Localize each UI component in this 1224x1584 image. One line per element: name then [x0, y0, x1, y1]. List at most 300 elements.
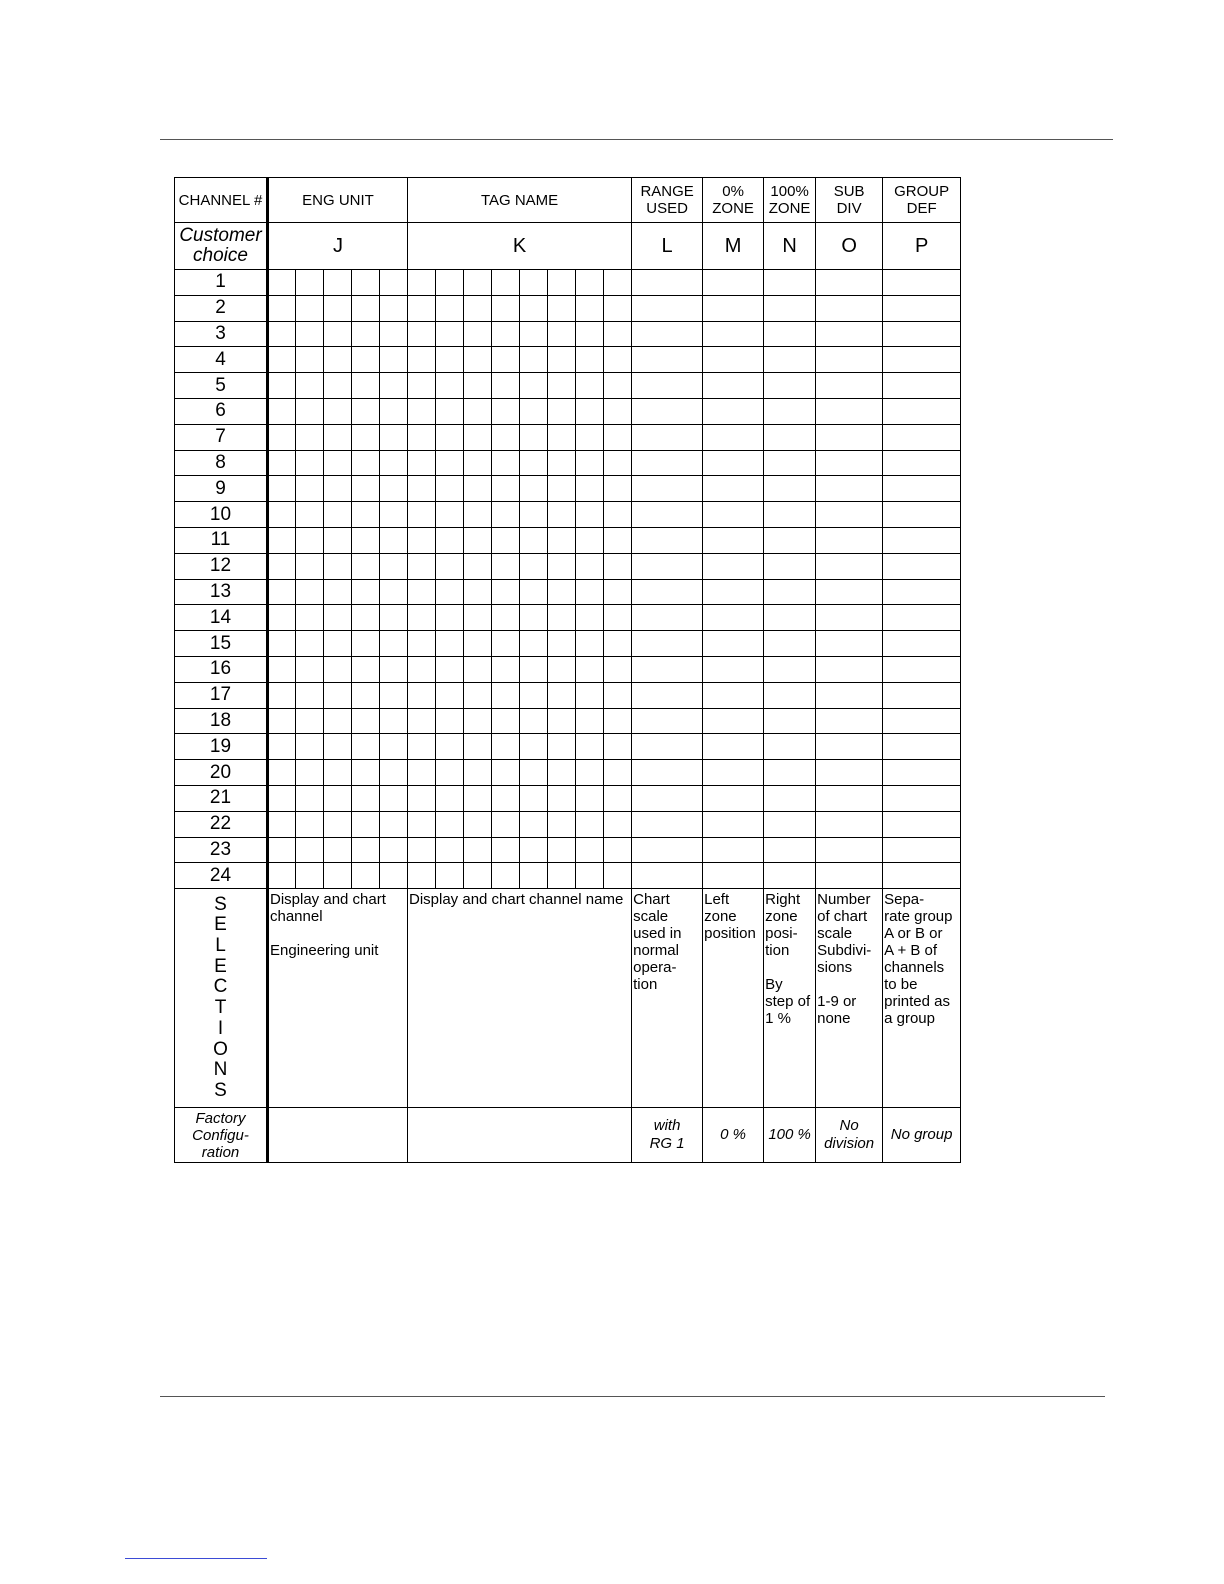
tag-name-char-cell[interactable] [548, 656, 576, 682]
eng-unit-char-cell[interactable] [352, 734, 380, 760]
zone-0-cell[interactable] [703, 682, 764, 708]
eng-unit-char-cell[interactable] [380, 398, 408, 424]
tag-name-char-cell[interactable] [492, 708, 520, 734]
range-used-cell[interactable] [632, 347, 703, 373]
zone-100-cell[interactable] [764, 502, 816, 528]
tag-name-char-cell[interactable] [576, 527, 604, 553]
tag-name-char-cell[interactable] [408, 631, 436, 657]
eng-unit-char-cell[interactable] [352, 347, 380, 373]
zone-0-cell[interactable] [703, 837, 764, 863]
tag-name-char-cell[interactable] [548, 476, 576, 502]
tag-name-char-cell[interactable] [520, 837, 548, 863]
tag-name-char-cell[interactable] [464, 270, 492, 296]
eng-unit-char-cell[interactable] [268, 373, 296, 399]
range-used-cell[interactable] [632, 476, 703, 502]
eng-unit-char-cell[interactable] [296, 295, 324, 321]
range-used-cell[interactable] [632, 321, 703, 347]
eng-unit-char-cell[interactable] [380, 476, 408, 502]
tag-name-char-cell[interactable] [492, 424, 520, 450]
tag-name-char-cell[interactable] [604, 708, 632, 734]
range-used-cell[interactable] [632, 837, 703, 863]
eng-unit-char-cell[interactable] [324, 785, 352, 811]
tag-name-char-cell[interactable] [408, 656, 436, 682]
sub-div-cell[interactable] [816, 605, 883, 631]
tag-name-char-cell[interactable] [492, 450, 520, 476]
tag-name-char-cell[interactable] [436, 811, 464, 837]
tag-name-char-cell[interactable] [604, 579, 632, 605]
eng-unit-char-cell[interactable] [352, 863, 380, 889]
tag-name-char-cell[interactable] [548, 760, 576, 786]
tag-name-char-cell[interactable] [604, 811, 632, 837]
eng-unit-char-cell[interactable] [296, 605, 324, 631]
eng-unit-char-cell[interactable] [268, 785, 296, 811]
eng-unit-char-cell[interactable] [296, 424, 324, 450]
tag-name-char-cell[interactable] [548, 837, 576, 863]
group-def-cell[interactable] [883, 450, 961, 476]
zone-0-cell[interactable] [703, 398, 764, 424]
tag-name-char-cell[interactable] [548, 708, 576, 734]
eng-unit-char-cell[interactable] [324, 579, 352, 605]
eng-unit-char-cell[interactable] [380, 837, 408, 863]
eng-unit-char-cell[interactable] [380, 424, 408, 450]
eng-unit-char-cell[interactable] [352, 270, 380, 296]
zone-0-cell[interactable] [703, 373, 764, 399]
eng-unit-char-cell[interactable] [296, 863, 324, 889]
sub-div-cell[interactable] [816, 708, 883, 734]
eng-unit-char-cell[interactable] [296, 347, 324, 373]
tag-name-char-cell[interactable] [520, 605, 548, 631]
group-def-cell[interactable] [883, 760, 961, 786]
group-def-cell[interactable] [883, 476, 961, 502]
tag-name-char-cell[interactable] [408, 424, 436, 450]
zone-100-cell[interactable] [764, 579, 816, 605]
eng-unit-char-cell[interactable] [352, 708, 380, 734]
sub-div-cell[interactable] [816, 811, 883, 837]
eng-unit-char-cell[interactable] [324, 295, 352, 321]
tag-name-char-cell[interactable] [604, 347, 632, 373]
tag-name-char-cell[interactable] [408, 579, 436, 605]
tag-name-char-cell[interactable] [436, 373, 464, 399]
tag-name-char-cell[interactable] [604, 785, 632, 811]
range-used-cell[interactable] [632, 527, 703, 553]
eng-unit-char-cell[interactable] [352, 605, 380, 631]
tag-name-char-cell[interactable] [576, 476, 604, 502]
sub-div-cell[interactable] [816, 373, 883, 399]
group-def-cell[interactable] [883, 373, 961, 399]
sub-div-cell[interactable] [816, 424, 883, 450]
eng-unit-char-cell[interactable] [380, 347, 408, 373]
tag-name-char-cell[interactable] [436, 553, 464, 579]
zone-0-cell[interactable] [703, 321, 764, 347]
eng-unit-char-cell[interactable] [352, 682, 380, 708]
zone-100-cell[interactable] [764, 398, 816, 424]
eng-unit-char-cell[interactable] [324, 863, 352, 889]
eng-unit-char-cell[interactable] [268, 321, 296, 347]
tag-name-char-cell[interactable] [576, 811, 604, 837]
zone-100-cell[interactable] [764, 527, 816, 553]
eng-unit-char-cell[interactable] [352, 424, 380, 450]
tag-name-char-cell[interactable] [520, 476, 548, 502]
eng-unit-char-cell[interactable] [380, 708, 408, 734]
sub-div-cell[interactable] [816, 347, 883, 373]
eng-unit-char-cell[interactable] [268, 656, 296, 682]
tag-name-char-cell[interactable] [604, 295, 632, 321]
sub-div-cell[interactable] [816, 553, 883, 579]
eng-unit-char-cell[interactable] [296, 579, 324, 605]
eng-unit-char-cell[interactable] [324, 424, 352, 450]
zone-100-cell[interactable] [764, 347, 816, 373]
zone-0-cell[interactable] [703, 811, 764, 837]
tag-name-char-cell[interactable] [492, 347, 520, 373]
tag-name-char-cell[interactable] [576, 656, 604, 682]
eng-unit-char-cell[interactable] [352, 785, 380, 811]
eng-unit-char-cell[interactable] [268, 579, 296, 605]
tag-name-char-cell[interactable] [408, 450, 436, 476]
tag-name-char-cell[interactable] [464, 708, 492, 734]
tag-name-char-cell[interactable] [492, 579, 520, 605]
eng-unit-char-cell[interactable] [268, 270, 296, 296]
eng-unit-char-cell[interactable] [352, 476, 380, 502]
tag-name-char-cell[interactable] [408, 321, 436, 347]
tag-name-char-cell[interactable] [576, 553, 604, 579]
eng-unit-char-cell[interactable] [268, 347, 296, 373]
group-def-cell[interactable] [883, 527, 961, 553]
tag-name-char-cell[interactable] [548, 734, 576, 760]
tag-name-char-cell[interactable] [464, 476, 492, 502]
tag-name-char-cell[interactable] [576, 631, 604, 657]
tag-name-char-cell[interactable] [436, 708, 464, 734]
eng-unit-char-cell[interactable] [352, 398, 380, 424]
range-used-cell[interactable] [632, 553, 703, 579]
sub-div-cell[interactable] [816, 734, 883, 760]
tag-name-char-cell[interactable] [408, 295, 436, 321]
tag-name-char-cell[interactable] [576, 398, 604, 424]
tag-name-char-cell[interactable] [604, 837, 632, 863]
tag-name-char-cell[interactable] [520, 785, 548, 811]
sub-div-cell[interactable] [816, 656, 883, 682]
range-used-cell[interactable] [632, 734, 703, 760]
eng-unit-char-cell[interactable] [324, 553, 352, 579]
sub-div-cell[interactable] [816, 760, 883, 786]
range-used-cell[interactable] [632, 785, 703, 811]
tag-name-char-cell[interactable] [604, 476, 632, 502]
tag-name-char-cell[interactable] [548, 295, 576, 321]
eng-unit-char-cell[interactable] [268, 734, 296, 760]
eng-unit-char-cell[interactable] [268, 424, 296, 450]
range-used-cell[interactable] [632, 656, 703, 682]
range-used-cell[interactable] [632, 811, 703, 837]
zone-100-cell[interactable] [764, 708, 816, 734]
tag-name-char-cell[interactable] [464, 837, 492, 863]
tag-name-char-cell[interactable] [464, 631, 492, 657]
tag-name-char-cell[interactable] [436, 502, 464, 528]
tag-name-char-cell[interactable] [464, 553, 492, 579]
tag-name-char-cell[interactable] [464, 734, 492, 760]
tag-name-char-cell[interactable] [576, 295, 604, 321]
tag-name-char-cell[interactable] [492, 734, 520, 760]
eng-unit-char-cell[interactable] [296, 708, 324, 734]
sub-div-cell[interactable] [816, 270, 883, 296]
tag-name-char-cell[interactable] [520, 734, 548, 760]
zone-100-cell[interactable] [764, 760, 816, 786]
zone-100-cell[interactable] [764, 424, 816, 450]
eng-unit-char-cell[interactable] [380, 270, 408, 296]
tag-name-char-cell[interactable] [520, 579, 548, 605]
tag-name-char-cell[interactable] [520, 295, 548, 321]
tag-name-char-cell[interactable] [492, 527, 520, 553]
eng-unit-char-cell[interactable] [296, 450, 324, 476]
eng-unit-char-cell[interactable] [352, 631, 380, 657]
tag-name-char-cell[interactable] [548, 811, 576, 837]
tag-name-char-cell[interactable] [492, 295, 520, 321]
tag-name-char-cell[interactable] [436, 270, 464, 296]
eng-unit-char-cell[interactable] [324, 760, 352, 786]
tag-name-char-cell[interactable] [604, 398, 632, 424]
eng-unit-char-cell[interactable] [324, 398, 352, 424]
tag-name-char-cell[interactable] [464, 424, 492, 450]
eng-unit-char-cell[interactable] [324, 708, 352, 734]
tag-name-char-cell[interactable] [408, 811, 436, 837]
tag-name-char-cell[interactable] [408, 527, 436, 553]
tag-name-char-cell[interactable] [436, 682, 464, 708]
range-used-cell[interactable] [632, 605, 703, 631]
tag-name-char-cell[interactable] [520, 631, 548, 657]
eng-unit-char-cell[interactable] [352, 811, 380, 837]
eng-unit-char-cell[interactable] [324, 502, 352, 528]
eng-unit-char-cell[interactable] [324, 373, 352, 399]
tag-name-char-cell[interactable] [436, 398, 464, 424]
eng-unit-char-cell[interactable] [296, 373, 324, 399]
eng-unit-char-cell[interactable] [380, 527, 408, 553]
sub-div-cell[interactable] [816, 295, 883, 321]
tag-name-char-cell[interactable] [520, 347, 548, 373]
tag-name-char-cell[interactable] [408, 270, 436, 296]
eng-unit-char-cell[interactable] [380, 295, 408, 321]
zone-100-cell[interactable] [764, 863, 816, 889]
tag-name-char-cell[interactable] [464, 656, 492, 682]
zone-0-cell[interactable] [703, 424, 764, 450]
tag-name-char-cell[interactable] [576, 450, 604, 476]
tag-name-char-cell[interactable] [576, 863, 604, 889]
tag-name-char-cell[interactable] [436, 424, 464, 450]
zone-100-cell[interactable] [764, 631, 816, 657]
tag-name-char-cell[interactable] [408, 605, 436, 631]
zone-100-cell[interactable] [764, 450, 816, 476]
tag-name-char-cell[interactable] [492, 373, 520, 399]
group-def-cell[interactable] [883, 347, 961, 373]
tag-name-char-cell[interactable] [576, 270, 604, 296]
eng-unit-char-cell[interactable] [380, 682, 408, 708]
eng-unit-char-cell[interactable] [268, 863, 296, 889]
eng-unit-char-cell[interactable] [268, 708, 296, 734]
tag-name-char-cell[interactable] [604, 527, 632, 553]
tag-name-char-cell[interactable] [604, 450, 632, 476]
eng-unit-char-cell[interactable] [380, 811, 408, 837]
range-used-cell[interactable] [632, 295, 703, 321]
tag-name-char-cell[interactable] [520, 811, 548, 837]
sub-div-cell[interactable] [816, 398, 883, 424]
group-def-cell[interactable] [883, 270, 961, 296]
tag-name-char-cell[interactable] [492, 656, 520, 682]
eng-unit-char-cell[interactable] [324, 656, 352, 682]
tag-name-char-cell[interactable] [408, 347, 436, 373]
zone-100-cell[interactable] [764, 837, 816, 863]
tag-name-char-cell[interactable] [492, 476, 520, 502]
eng-unit-char-cell[interactable] [380, 321, 408, 347]
tag-name-char-cell[interactable] [604, 631, 632, 657]
zone-0-cell[interactable] [703, 527, 764, 553]
tag-name-char-cell[interactable] [408, 837, 436, 863]
tag-name-char-cell[interactable] [436, 760, 464, 786]
eng-unit-char-cell[interactable] [324, 734, 352, 760]
eng-unit-char-cell[interactable] [324, 476, 352, 502]
group-def-cell[interactable] [883, 785, 961, 811]
tag-name-char-cell[interactable] [576, 347, 604, 373]
tag-name-char-cell[interactable] [464, 527, 492, 553]
eng-unit-char-cell[interactable] [380, 553, 408, 579]
group-def-cell[interactable] [883, 321, 961, 347]
zone-0-cell[interactable] [703, 450, 764, 476]
eng-unit-char-cell[interactable] [268, 811, 296, 837]
tag-name-char-cell[interactable] [548, 373, 576, 399]
tag-name-char-cell[interactable] [492, 785, 520, 811]
eng-unit-char-cell[interactable] [380, 450, 408, 476]
tag-name-char-cell[interactable] [576, 605, 604, 631]
eng-unit-char-cell[interactable] [352, 502, 380, 528]
group-def-cell[interactable] [883, 656, 961, 682]
tag-name-char-cell[interactable] [464, 605, 492, 631]
eng-unit-char-cell[interactable] [352, 760, 380, 786]
eng-unit-char-cell[interactable] [268, 837, 296, 863]
range-used-cell[interactable] [632, 424, 703, 450]
eng-unit-char-cell[interactable] [268, 631, 296, 657]
group-def-cell[interactable] [883, 502, 961, 528]
eng-unit-char-cell[interactable] [268, 476, 296, 502]
zone-100-cell[interactable] [764, 605, 816, 631]
range-used-cell[interactable] [632, 579, 703, 605]
tag-name-char-cell[interactable] [604, 321, 632, 347]
range-used-cell[interactable] [632, 398, 703, 424]
eng-unit-char-cell[interactable] [324, 270, 352, 296]
zone-100-cell[interactable] [764, 270, 816, 296]
tag-name-char-cell[interactable] [436, 631, 464, 657]
tag-name-char-cell[interactable] [464, 760, 492, 786]
tag-name-char-cell[interactable] [576, 682, 604, 708]
group-def-cell[interactable] [883, 579, 961, 605]
tag-name-char-cell[interactable] [576, 708, 604, 734]
eng-unit-char-cell[interactable] [324, 631, 352, 657]
tag-name-char-cell[interactable] [548, 270, 576, 296]
group-def-cell[interactable] [883, 734, 961, 760]
eng-unit-char-cell[interactable] [324, 347, 352, 373]
tag-name-char-cell[interactable] [548, 682, 576, 708]
tag-name-char-cell[interactable] [604, 863, 632, 889]
tag-name-char-cell[interactable] [436, 321, 464, 347]
eng-unit-char-cell[interactable] [268, 398, 296, 424]
eng-unit-char-cell[interactable] [268, 295, 296, 321]
group-def-cell[interactable] [883, 682, 961, 708]
zone-0-cell[interactable] [703, 502, 764, 528]
tag-name-char-cell[interactable] [520, 553, 548, 579]
sub-div-cell[interactable] [816, 863, 883, 889]
tag-name-char-cell[interactable] [520, 863, 548, 889]
tag-name-char-cell[interactable] [464, 682, 492, 708]
tag-name-char-cell[interactable] [576, 424, 604, 450]
zone-0-cell[interactable] [703, 295, 764, 321]
tag-name-char-cell[interactable] [464, 347, 492, 373]
tag-name-char-cell[interactable] [576, 785, 604, 811]
tag-name-char-cell[interactable] [604, 270, 632, 296]
sub-div-cell[interactable] [816, 527, 883, 553]
tag-name-char-cell[interactable] [548, 579, 576, 605]
tag-name-char-cell[interactable] [520, 270, 548, 296]
tag-name-char-cell[interactable] [548, 424, 576, 450]
tag-name-char-cell[interactable] [604, 734, 632, 760]
range-used-cell[interactable] [632, 708, 703, 734]
tag-name-char-cell[interactable] [576, 502, 604, 528]
eng-unit-char-cell[interactable] [380, 656, 408, 682]
tag-name-char-cell[interactable] [408, 682, 436, 708]
tag-name-char-cell[interactable] [548, 785, 576, 811]
tag-name-char-cell[interactable] [436, 734, 464, 760]
tag-name-char-cell[interactable] [408, 734, 436, 760]
tag-name-char-cell[interactable] [548, 450, 576, 476]
tag-name-char-cell[interactable] [464, 863, 492, 889]
tag-name-char-cell[interactable] [520, 424, 548, 450]
tag-name-char-cell[interactable] [604, 605, 632, 631]
tag-name-char-cell[interactable] [492, 502, 520, 528]
sub-div-cell[interactable] [816, 476, 883, 502]
tag-name-char-cell[interactable] [520, 656, 548, 682]
eng-unit-char-cell[interactable] [296, 837, 324, 863]
eng-unit-char-cell[interactable] [296, 321, 324, 347]
eng-unit-char-cell[interactable] [296, 760, 324, 786]
tag-name-char-cell[interactable] [548, 347, 576, 373]
eng-unit-char-cell[interactable] [324, 321, 352, 347]
eng-unit-char-cell[interactable] [352, 450, 380, 476]
sub-div-cell[interactable] [816, 450, 883, 476]
tag-name-char-cell[interactable] [548, 502, 576, 528]
tag-name-char-cell[interactable] [576, 579, 604, 605]
group-def-cell[interactable] [883, 811, 961, 837]
tag-name-char-cell[interactable] [520, 373, 548, 399]
tag-name-char-cell[interactable] [408, 863, 436, 889]
group-def-cell[interactable] [883, 398, 961, 424]
group-def-cell[interactable] [883, 553, 961, 579]
eng-unit-char-cell[interactable] [296, 553, 324, 579]
tag-name-char-cell[interactable] [604, 502, 632, 528]
zone-100-cell[interactable] [764, 553, 816, 579]
zone-0-cell[interactable] [703, 656, 764, 682]
tag-name-char-cell[interactable] [548, 863, 576, 889]
tag-name-char-cell[interactable] [604, 682, 632, 708]
zone-0-cell[interactable] [703, 579, 764, 605]
eng-unit-char-cell[interactable] [296, 734, 324, 760]
tag-name-char-cell[interactable] [492, 270, 520, 296]
range-used-cell[interactable] [632, 450, 703, 476]
eng-unit-char-cell[interactable] [380, 734, 408, 760]
eng-unit-char-cell[interactable] [296, 656, 324, 682]
eng-unit-char-cell[interactable] [380, 502, 408, 528]
zone-0-cell[interactable] [703, 863, 764, 889]
zone-100-cell[interactable] [764, 321, 816, 347]
eng-unit-char-cell[interactable] [380, 863, 408, 889]
tag-name-char-cell[interactable] [464, 450, 492, 476]
tag-name-char-cell[interactable] [436, 863, 464, 889]
zone-0-cell[interactable] [703, 708, 764, 734]
eng-unit-char-cell[interactable] [268, 760, 296, 786]
eng-unit-char-cell[interactable] [352, 295, 380, 321]
